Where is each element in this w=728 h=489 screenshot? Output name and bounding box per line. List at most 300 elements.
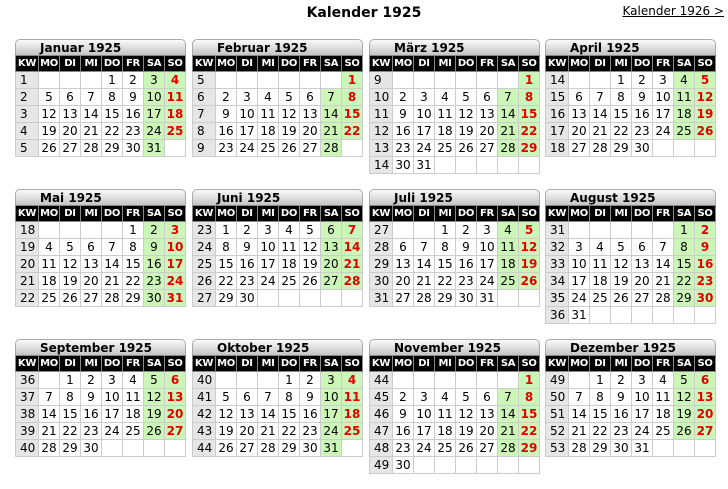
day-cell[interactable]: 7 [590,89,611,106]
day-cell[interactable]: 16 [695,256,716,273]
day-cell[interactable]: 13 [632,256,653,273]
day-cell[interactable]: 23 [695,273,716,290]
day-cell[interactable]: 15 [279,406,300,423]
day-cell[interactable]: 21 [39,423,60,440]
day-cell[interactable]: 24 [414,440,435,457]
day-cell[interactable]: 1 [60,372,81,389]
day-cell[interactable]: 6 [569,89,590,106]
day-cell[interactable]: 8 [279,389,300,406]
day-cell[interactable]: 23 [611,423,632,440]
day-cell[interactable]: 22 [279,423,300,440]
day-cell[interactable]: 4 [342,372,363,389]
day-cell[interactable]: 31 [144,140,165,157]
day-cell[interactable]: 13 [569,106,590,123]
day-cell[interactable]: 28 [498,140,519,157]
day-cell[interactable]: 11 [653,389,674,406]
day-cell[interactable]: 11 [258,106,279,123]
day-cell[interactable]: 14 [258,406,279,423]
day-cell[interactable]: 20 [321,256,342,273]
day-cell[interactable]: 18 [653,406,674,423]
day-cell[interactable]: 7 [39,389,60,406]
day-cell[interactable]: 23 [393,140,414,157]
day-cell[interactable]: 4 [674,72,695,89]
day-cell[interactable]: 17 [632,406,653,423]
day-cell[interactable]: 20 [695,406,716,423]
day-cell[interactable]: 9 [611,389,632,406]
day-cell[interactable]: 30 [456,290,477,307]
day-cell[interactable]: 4 [123,372,144,389]
day-cell[interactable]: 26 [695,123,716,140]
day-cell[interactable]: 27 [81,290,102,307]
day-cell[interactable]: 11 [279,239,300,256]
day-cell[interactable]: 26 [456,140,477,157]
day-cell[interactable]: 11 [435,106,456,123]
day-cell[interactable]: 15 [519,406,540,423]
day-cell[interactable]: 1 [611,72,632,89]
day-cell[interactable]: 19 [519,256,540,273]
day-cell[interactable]: 27 [321,273,342,290]
day-cell[interactable]: 2 [144,222,165,239]
day-cell[interactable]: 16 [144,256,165,273]
day-cell[interactable]: 26 [60,290,81,307]
day-cell[interactable]: 9 [300,389,321,406]
day-cell[interactable]: 30 [393,457,414,474]
day-cell[interactable]: 14 [342,239,363,256]
day-cell[interactable]: 16 [456,256,477,273]
day-cell[interactable]: 1 [674,222,695,239]
day-cell[interactable]: 29 [279,440,300,457]
day-cell[interactable]: 10 [102,389,123,406]
day-cell[interactable]: 10 [165,239,186,256]
day-cell[interactable]: 2 [393,389,414,406]
day-cell[interactable]: 19 [39,123,60,140]
day-cell[interactable]: 6 [321,222,342,239]
day-cell[interactable]: 26 [519,273,540,290]
day-cell[interactable]: 5 [279,89,300,106]
day-cell[interactable]: 3 [237,89,258,106]
day-cell[interactable]: 1 [590,372,611,389]
day-cell[interactable]: 10 [414,106,435,123]
day-cell[interactable]: 27 [695,423,716,440]
day-cell[interactable]: 19 [60,273,81,290]
day-cell[interactable]: 6 [477,389,498,406]
day-cell[interactable]: 14 [569,406,590,423]
day-cell[interactable]: 11 [674,89,695,106]
day-cell[interactable]: 29 [102,140,123,157]
day-cell[interactable]: 6 [393,239,414,256]
day-cell[interactable]: 8 [519,89,540,106]
day-cell[interactable]: 24 [632,423,653,440]
day-cell[interactable]: 25 [674,123,695,140]
day-cell[interactable]: 22 [102,123,123,140]
day-cell[interactable]: 5 [39,89,60,106]
day-cell[interactable]: 26 [674,423,695,440]
day-cell[interactable]: 15 [123,256,144,273]
day-cell[interactable]: 26 [216,440,237,457]
day-cell[interactable]: 28 [590,140,611,157]
day-cell[interactable]: 16 [300,406,321,423]
day-cell[interactable]: 22 [674,273,695,290]
day-cell[interactable]: 12 [456,406,477,423]
day-cell[interactable]: 23 [456,273,477,290]
day-cell[interactable]: 21 [498,123,519,140]
day-cell[interactable]: 2 [632,72,653,89]
day-cell[interactable]: 21 [102,273,123,290]
day-cell[interactable]: 2 [216,89,237,106]
day-cell[interactable]: 4 [165,72,186,89]
day-cell[interactable]: 12 [279,106,300,123]
day-cell[interactable]: 11 [165,89,186,106]
day-cell[interactable]: 10 [144,89,165,106]
day-cell[interactable]: 5 [456,89,477,106]
day-cell[interactable]: 10 [653,89,674,106]
day-cell[interactable]: 8 [60,389,81,406]
day-cell[interactable]: 15 [674,256,695,273]
day-cell[interactable]: 29 [123,290,144,307]
day-cell[interactable]: 28 [321,140,342,157]
day-cell[interactable]: 22 [519,423,540,440]
day-cell[interactable]: 29 [60,440,81,457]
day-cell[interactable]: 17 [258,256,279,273]
day-cell[interactable]: 22 [519,123,540,140]
day-cell[interactable]: 27 [477,140,498,157]
day-cell[interactable]: 28 [102,290,123,307]
day-cell[interactable]: 2 [393,89,414,106]
day-cell[interactable]: 17 [414,123,435,140]
day-cell[interactable]: 15 [435,256,456,273]
day-cell[interactable]: 6 [60,89,81,106]
day-cell[interactable]: 6 [632,239,653,256]
day-cell[interactable]: 11 [342,389,363,406]
day-cell[interactable]: 28 [653,290,674,307]
day-cell[interactable]: 30 [123,140,144,157]
day-cell[interactable]: 2 [300,372,321,389]
day-cell[interactable]: 20 [477,423,498,440]
day-cell[interactable]: 18 [39,273,60,290]
day-cell[interactable]: 21 [342,256,363,273]
day-cell[interactable]: 10 [258,239,279,256]
day-cell[interactable]: 21 [414,273,435,290]
day-cell[interactable]: 14 [102,256,123,273]
day-cell[interactable]: 15 [102,106,123,123]
day-cell[interactable]: 20 [81,273,102,290]
day-cell[interactable]: 4 [653,372,674,389]
day-cell[interactable]: 3 [102,372,123,389]
day-cell[interactable]: 28 [414,290,435,307]
day-cell[interactable]: 29 [611,140,632,157]
day-cell[interactable]: 17 [477,256,498,273]
day-cell[interactable]: 16 [393,123,414,140]
day-cell[interactable]: 12 [456,106,477,123]
day-cell[interactable]: 5 [300,222,321,239]
day-cell[interactable]: 12 [39,106,60,123]
day-cell[interactable]: 25 [590,290,611,307]
day-cell[interactable]: 30 [237,290,258,307]
day-cell[interactable]: 20 [165,406,186,423]
day-cell[interactable]: 13 [237,406,258,423]
day-cell[interactable]: 27 [60,140,81,157]
day-cell[interactable]: 10 [569,256,590,273]
day-cell[interactable]: 30 [695,290,716,307]
day-cell[interactable]: 21 [569,423,590,440]
day-cell[interactable]: 16 [216,123,237,140]
day-cell[interactable]: 19 [674,406,695,423]
day-cell[interactable]: 24 [569,290,590,307]
day-cell[interactable]: 8 [519,389,540,406]
day-cell[interactable]: 10 [321,389,342,406]
day-cell[interactable]: 20 [300,123,321,140]
day-cell[interactable]: 31 [321,440,342,457]
day-cell[interactable]: 3 [321,372,342,389]
day-cell[interactable]: 17 [237,123,258,140]
day-cell[interactable]: 15 [590,406,611,423]
day-cell[interactable]: 23 [300,423,321,440]
day-cell[interactable]: 13 [165,389,186,406]
day-cell[interactable]: 2 [695,222,716,239]
day-cell[interactable]: 8 [123,239,144,256]
day-cell[interactable]: 9 [632,89,653,106]
day-cell[interactable]: 24 [653,123,674,140]
day-cell[interactable]: 24 [477,273,498,290]
day-cell[interactable]: 26 [144,423,165,440]
day-cell[interactable]: 20 [569,123,590,140]
day-cell[interactable]: 26 [300,273,321,290]
day-cell[interactable]: 24 [102,423,123,440]
day-cell[interactable]: 22 [435,273,456,290]
day-cell[interactable]: 2 [237,222,258,239]
day-cell[interactable]: 4 [590,239,611,256]
day-cell[interactable]: 24 [237,140,258,157]
day-cell[interactable]: 15 [60,406,81,423]
day-cell[interactable]: 10 [477,239,498,256]
day-cell[interactable]: 8 [674,239,695,256]
day-cell[interactable]: 25 [165,123,186,140]
day-cell[interactable]: 15 [216,256,237,273]
day-cell[interactable]: 19 [144,406,165,423]
day-cell[interactable]: 3 [632,372,653,389]
day-cell[interactable]: 15 [611,106,632,123]
day-cell[interactable]: 18 [123,406,144,423]
day-cell[interactable]: 18 [435,123,456,140]
day-cell[interactable]: 28 [39,440,60,457]
day-cell[interactable]: 7 [81,89,102,106]
day-cell[interactable]: 5 [216,389,237,406]
day-cell[interactable]: 10 [237,106,258,123]
day-cell[interactable]: 4 [498,222,519,239]
day-cell[interactable]: 26 [39,140,60,157]
day-cell[interactable]: 8 [216,239,237,256]
day-cell[interactable]: 25 [258,140,279,157]
day-cell[interactable]: 14 [653,256,674,273]
day-cell[interactable]: 31 [165,290,186,307]
day-cell[interactable]: 21 [590,123,611,140]
day-cell[interactable]: 6 [237,389,258,406]
day-cell[interactable]: 2 [81,372,102,389]
day-cell[interactable]: 7 [498,389,519,406]
day-cell[interactable]: 3 [477,222,498,239]
day-cell[interactable]: 16 [611,406,632,423]
day-cell[interactable]: 22 [611,123,632,140]
day-cell[interactable]: 11 [39,256,60,273]
day-cell[interactable]: 31 [569,307,590,324]
day-cell[interactable]: 3 [144,72,165,89]
day-cell[interactable]: 22 [123,273,144,290]
day-cell[interactable]: 20 [60,123,81,140]
day-cell[interactable]: 1 [279,372,300,389]
next-year-link[interactable]: Kalender 1926 > [622,4,724,18]
day-cell[interactable]: 5 [519,222,540,239]
day-cell[interactable]: 12 [60,256,81,273]
day-cell[interactable]: 10 [414,406,435,423]
day-cell[interactable]: 12 [216,406,237,423]
day-cell[interactable]: 19 [300,256,321,273]
day-cell[interactable]: 30 [611,440,632,457]
day-cell[interactable]: 13 [81,256,102,273]
day-cell[interactable]: 9 [237,239,258,256]
day-cell[interactable]: 25 [653,423,674,440]
day-cell[interactable]: 17 [569,273,590,290]
day-cell[interactable]: 12 [611,256,632,273]
day-cell[interactable]: 9 [216,106,237,123]
day-cell[interactable]: 10 [632,389,653,406]
day-cell[interactable]: 25 [39,290,60,307]
day-cell[interactable]: 20 [393,273,414,290]
day-cell[interactable]: 23 [393,440,414,457]
day-cell[interactable]: 18 [674,106,695,123]
day-cell[interactable]: 26 [611,290,632,307]
day-cell[interactable]: 14 [498,106,519,123]
day-cell[interactable]: 18 [590,273,611,290]
day-cell[interactable]: 7 [258,389,279,406]
day-cell[interactable]: 4 [258,89,279,106]
day-cell[interactable]: 9 [695,239,716,256]
day-cell[interactable]: 30 [81,440,102,457]
day-cell[interactable]: 31 [632,440,653,457]
day-cell[interactable]: 27 [477,440,498,457]
day-cell[interactable]: 18 [165,106,186,123]
day-cell[interactable]: 29 [216,290,237,307]
day-cell[interactable]: 7 [342,222,363,239]
day-cell[interactable]: 20 [237,423,258,440]
day-cell[interactable]: 11 [590,256,611,273]
day-cell[interactable]: 6 [165,372,186,389]
day-cell[interactable]: 25 [435,140,456,157]
day-cell[interactable]: 16 [81,406,102,423]
day-cell[interactable]: 3 [569,239,590,256]
day-cell[interactable]: 17 [165,256,186,273]
day-cell[interactable]: 29 [519,440,540,457]
day-cell[interactable]: 21 [81,123,102,140]
day-cell[interactable]: 8 [435,239,456,256]
day-cell[interactable]: 16 [237,256,258,273]
day-cell[interactable]: 9 [393,406,414,423]
day-cell[interactable]: 29 [590,440,611,457]
day-cell[interactable]: 1 [216,222,237,239]
day-cell[interactable]: 2 [456,222,477,239]
day-cell[interactable]: 23 [123,123,144,140]
day-cell[interactable]: 14 [414,256,435,273]
day-cell[interactable]: 21 [498,423,519,440]
day-cell[interactable]: 5 [60,239,81,256]
day-cell[interactable]: 18 [258,123,279,140]
day-cell[interactable]: 11 [498,239,519,256]
day-cell[interactable]: 16 [393,423,414,440]
day-cell[interactable]: 29 [519,140,540,157]
day-cell[interactable]: 17 [144,106,165,123]
day-cell[interactable]: 13 [477,406,498,423]
day-cell[interactable]: 8 [102,89,123,106]
day-cell[interactable]: 4 [435,389,456,406]
day-cell[interactable]: 22 [342,123,363,140]
day-cell[interactable]: 5 [674,372,695,389]
day-cell[interactable]: 18 [498,256,519,273]
day-cell[interactable]: 17 [321,406,342,423]
day-cell[interactable]: 18 [435,423,456,440]
day-cell[interactable]: 27 [632,290,653,307]
day-cell[interactable]: 1 [435,222,456,239]
day-cell[interactable]: 4 [435,89,456,106]
day-cell[interactable]: 29 [674,290,695,307]
day-cell[interactable]: 8 [590,389,611,406]
day-cell[interactable]: 29 [435,290,456,307]
day-cell[interactable]: 24 [321,423,342,440]
day-cell[interactable]: 3 [414,89,435,106]
day-cell[interactable]: 18 [279,256,300,273]
day-cell[interactable]: 28 [81,140,102,157]
day-cell[interactable]: 27 [165,423,186,440]
day-cell[interactable]: 6 [477,89,498,106]
day-cell[interactable]: 1 [342,72,363,89]
day-cell[interactable]: 13 [60,106,81,123]
day-cell[interactable]: 1 [102,72,123,89]
day-cell[interactable]: 22 [60,423,81,440]
day-cell[interactable]: 20 [477,123,498,140]
day-cell[interactable]: 28 [498,440,519,457]
day-cell[interactable]: 23 [237,273,258,290]
day-cell[interactable]: 23 [632,123,653,140]
day-cell[interactable]: 27 [237,440,258,457]
day-cell[interactable]: 25 [123,423,144,440]
day-cell[interactable]: 11 [123,389,144,406]
day-cell[interactable]: 5 [695,72,716,89]
day-cell[interactable]: 6 [695,372,716,389]
day-cell[interactable]: 7 [414,239,435,256]
day-cell[interactable]: 13 [477,106,498,123]
day-cell[interactable]: 14 [81,106,102,123]
day-cell[interactable]: 14 [39,406,60,423]
day-cell[interactable]: 26 [456,440,477,457]
day-cell[interactable]: 7 [653,239,674,256]
day-cell[interactable]: 24 [414,140,435,157]
day-cell[interactable]: 13 [695,389,716,406]
day-cell[interactable]: 9 [393,106,414,123]
day-cell[interactable]: 30 [144,290,165,307]
day-cell[interactable]: 17 [653,106,674,123]
day-cell[interactable]: 16 [632,106,653,123]
day-cell[interactable]: 18 [342,406,363,423]
day-cell[interactable]: 11 [435,406,456,423]
day-cell[interactable]: 9 [456,239,477,256]
day-cell[interactable]: 21 [321,123,342,140]
day-cell[interactable]: 8 [342,89,363,106]
day-cell[interactable]: 3 [653,72,674,89]
day-cell[interactable]: 9 [123,89,144,106]
day-cell[interactable]: 28 [258,440,279,457]
day-cell[interactable]: 30 [632,140,653,157]
day-cell[interactable]: 26 [279,140,300,157]
day-cell[interactable]: 7 [569,389,590,406]
day-cell[interactable]: 25 [435,440,456,457]
